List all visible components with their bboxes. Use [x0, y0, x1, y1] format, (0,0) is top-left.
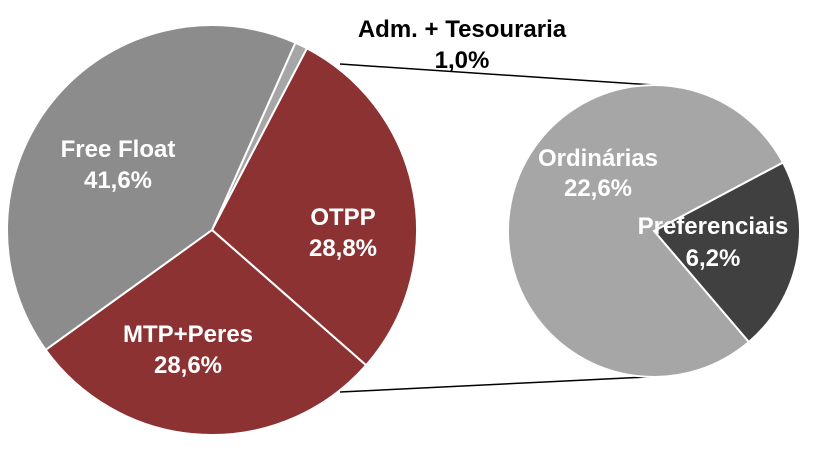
slice-label-ordinarias: Ordinárias — [537, 145, 659, 172]
slice-value-adm-tesouraria: 1,0% — [434, 47, 490, 74]
slice-value-otpp: 28,8% — [308, 235, 378, 262]
connector-line-top — [340, 64, 668, 86]
slice-value-ordinarias: 22,6% — [563, 175, 633, 202]
slice-label-free-float: Free Float — [60, 136, 176, 163]
slice-label-adm-tesouraria: Adm. + Tesouraria — [357, 16, 567, 43]
slice-value-free-float: 41,6% — [83, 167, 153, 194]
slice-label-otpp: OTPP — [310, 204, 376, 231]
slice-label-mtp-peres: MTP+Peres — [122, 321, 254, 348]
slice-value-preferenciais: 6,2% — [685, 245, 741, 272]
slice-label-preferenciais: Preferenciais — [637, 213, 789, 240]
slice-value-mtp-peres: 28,6% — [153, 352, 223, 379]
connector-line-bottom — [340, 376, 668, 392]
